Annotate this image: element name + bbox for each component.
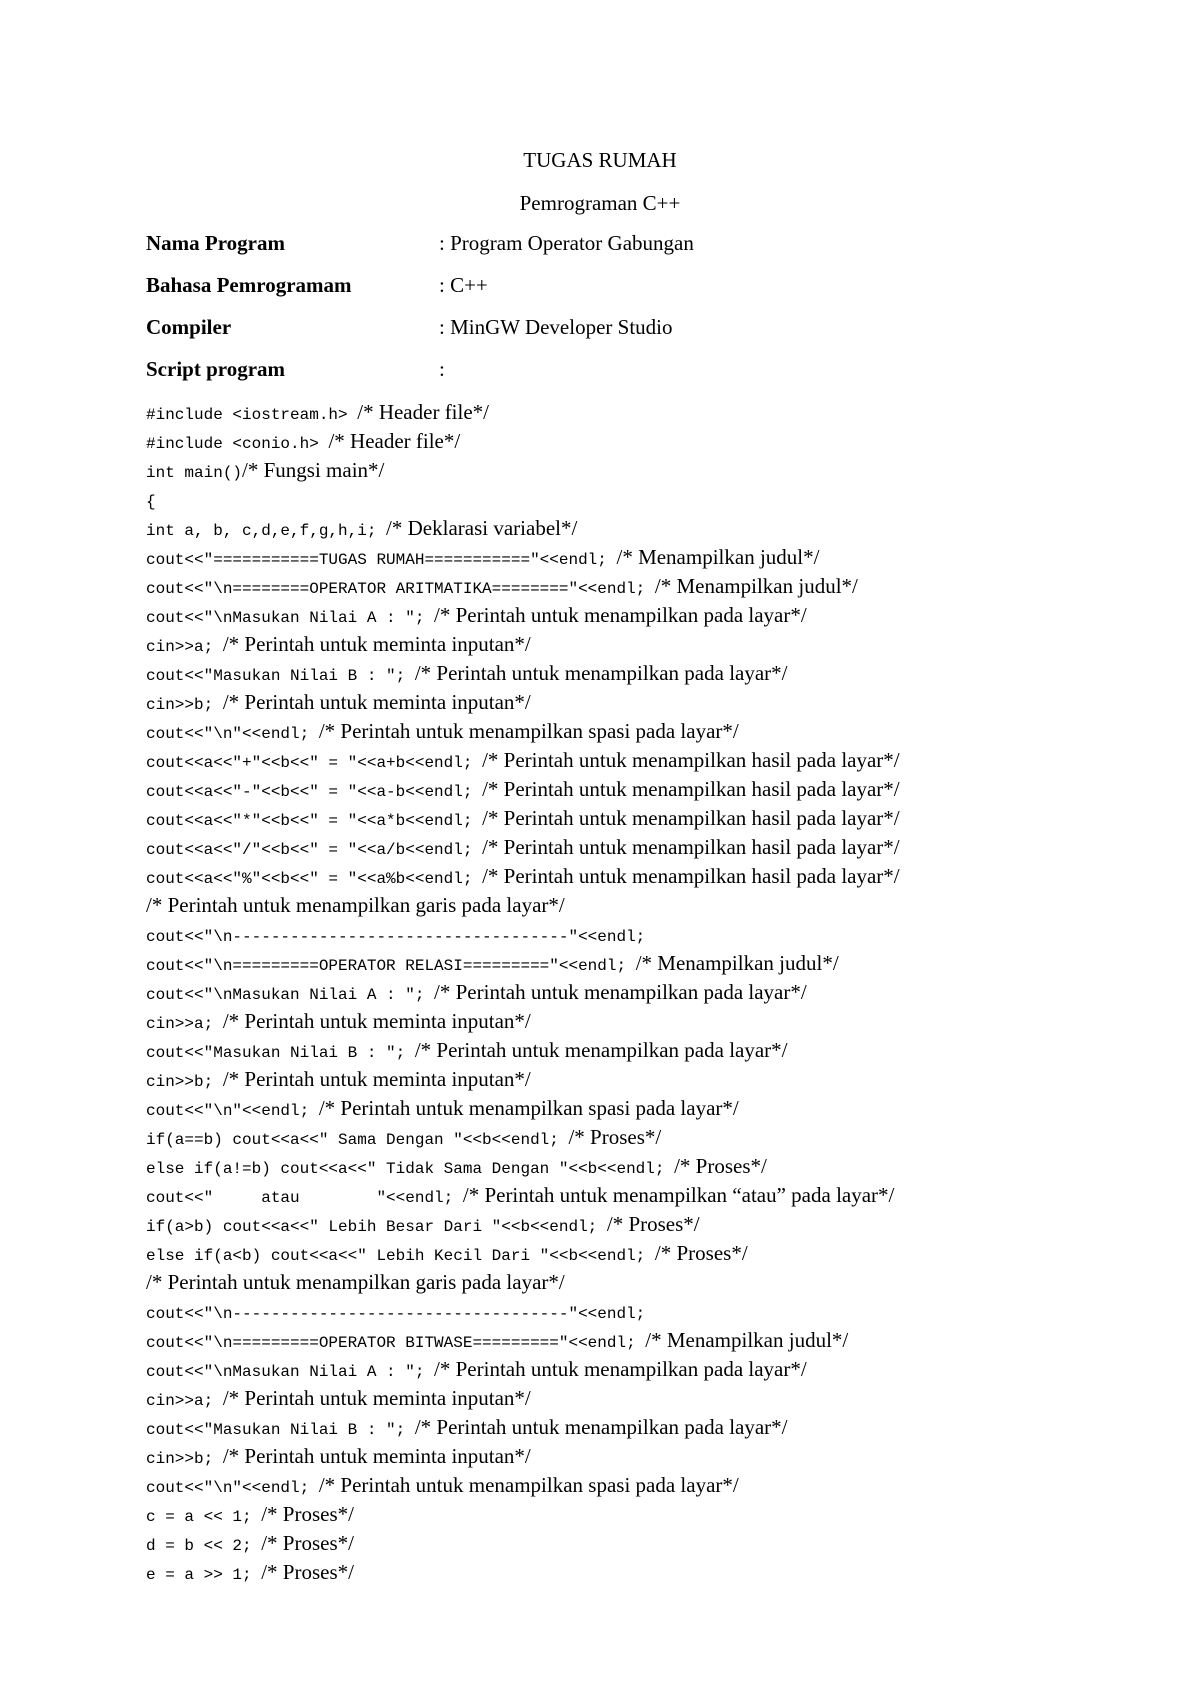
code-text: cout<<"Masukan Nilai B : "; [146,667,415,685]
code-text: cin>>b; [146,1073,223,1091]
code-line [146,514,1146,543]
code-comment: /* Perintah untuk menampilkan spasi pada layar*/ [318,1473,739,1497]
code-comment: /* Proses*/ [261,1531,354,1555]
info-row-program-name [146,228,1096,270]
info-label: Bahasa Pemrogramam [146,273,352,297]
code-comment: /* Perintah untuk menampilkan garis pada layar*/ [146,893,565,917]
code-line [146,1152,1146,1181]
code-line [146,601,1146,630]
code-line [146,688,1146,717]
code-text: cin>>a; [146,1392,223,1410]
code-text: cout<<"\n=========OPERATOR BITWASE========="<<endl; [146,1334,646,1352]
code-comment: /* Perintah untuk menampilkan spasi pada layar*/ [318,719,739,743]
code-line [146,1384,1146,1413]
document-title: TUGAS RUMAH [523,148,677,172]
code-text: e = a >> 1; [146,1566,262,1584]
code-comment: /* Perintah untuk menampilkan hasil pada layar*/ [482,777,900,801]
code-comment: /* Perintah untuk menampilkan pada layar*/ [414,661,788,685]
code-text: cout<<a<<"/"<<b<<" = "<<a/b<<endl; [146,841,483,859]
code-comment: /* Deklarasi variabel*/ [386,516,578,540]
info-row-compiler [146,312,1096,354]
code-text: cout<<"\n=========OPERATOR RELASI========="<<endl; [146,957,636,975]
code-text: cout<<"Masukan Nilai B : "; [146,1044,415,1062]
info-value: : [439,357,445,381]
code-text: cout<<a<<"-"<<b<<" = "<<a-b<<endl; [146,783,483,801]
code-comment: /* Perintah untuk menampilkan spasi pada layar*/ [318,1096,739,1120]
code-comment: /* Perintah untuk menampilkan pada layar*/ [434,980,807,1004]
code-text: cout<<a<<"%"<<b<<" = "<<a%b<<endl; [146,870,483,888]
code-comment: /* Proses*/ [568,1125,662,1149]
code-line [146,891,1146,920]
code-text: d = b << 2; [146,1537,262,1555]
code-comment: /* Perintah untuk menampilkan hasil pada layar*/ [482,806,900,830]
code-line [146,1471,1146,1500]
info-value: : MinGW Developer Studio [439,315,673,339]
code-line [146,1268,1146,1297]
code-line [146,543,1146,572]
code-line [146,920,1146,949]
code-text: cout<<" atau "<<endl; [146,1189,463,1207]
code-comment: /* Perintah untuk meminta inputan*/ [222,690,531,714]
code-text: c = a << 1; [146,1508,262,1526]
code-line [146,1442,1146,1471]
document-subtitle: Pemrograman C++ [519,191,681,215]
code-text: cout<<"\n-----------------------------------"<<endl; [146,1305,646,1323]
code-comment: /* Perintah untuk menampilkan garis pada layar*/ [146,1270,565,1294]
code-line [146,1181,1146,1210]
code-text: cout<<"===========TUGAS RUMAH==========="<<endl; [146,551,617,569]
code-line [146,1500,1146,1529]
info-label: Script program [146,357,286,381]
code-comment: /* Perintah untuk menampilkan hasil pada layar*/ [482,835,900,859]
code-comment: /* Perintah untuk meminta inputan*/ [222,1386,531,1410]
code-comment: /* Proses*/ [654,1241,748,1265]
code-text: else if(a!=b) cout<<a<<" Tidak Sama Dengan "<<b<<endl; [146,1160,675,1178]
code-line [146,1094,1146,1123]
code-comment: /* Menampilkan judul*/ [645,1328,849,1352]
code-text: else if(a<b) cout<<a<<" Lebih Kecil Dari "<<b<<endl; [146,1247,655,1265]
code-comment: /* Menampilkan judul*/ [635,951,839,975]
code-line [146,1413,1146,1442]
code-line [146,746,1146,775]
info-value: : Program Operator Gabungan [439,231,694,255]
code-comment: /* Perintah untuk menampilkan hasil pada layar*/ [482,748,900,772]
info-value: : C++ [439,273,488,297]
code-line [146,804,1146,833]
code-comment: /* Header file*/ [357,400,490,424]
code-text: cout<<a<<"*"<<b<<" = "<<a*b<<endl; [146,812,483,830]
code-comment: /* Perintah untuk menampilkan pada layar*/ [414,1415,788,1439]
code-comment: /* Perintah untuk menampilkan pada layar*/ [414,1038,788,1062]
code-line [146,833,1146,862]
code-comment: /* Proses*/ [261,1560,354,1584]
code-line [146,949,1146,978]
code-comment: /* Perintah untuk meminta inputan*/ [222,1444,531,1468]
code-line [146,427,1146,456]
code-text: #include <conio.h> [146,435,329,453]
code-text: cout<<"\n"<<endl; [146,725,319,743]
code-line [146,717,1146,746]
code-line [146,978,1146,1007]
code-line [146,1355,1146,1384]
code-text: if(a>b) cout<<a<<" Lebih Besar Dari "<<b<<endl; [146,1218,607,1236]
code-line [146,1326,1146,1355]
code-line [146,398,1146,427]
code-text: cin>>a; [146,1015,223,1033]
code-comment: /* Perintah untuk menampilkan “atau” pada layar*/ [462,1183,895,1207]
code-comment: /* Proses*/ [261,1502,354,1526]
code-text: if(a==b) cout<<a<<" Sama Dengan "<<b<<endl; [146,1131,569,1149]
code-text: { [146,493,156,511]
code-line [146,1558,1146,1587]
code-text: cout<<a<<"+"<<b<<" = "<<a+b<<endl; [146,754,483,772]
code-line [146,572,1146,601]
code-line [146,485,1146,514]
info-label: Compiler [146,315,232,339]
code-line [146,1239,1146,1268]
code-text: cin>>b; [146,696,223,714]
code-text: cout<<"\n"<<endl; [146,1102,319,1120]
code-text: cin>>b; [146,1450,223,1468]
code-comment: /* Perintah untuk meminta inputan*/ [222,1067,531,1091]
code-comment: /* Perintah untuk menampilkan pada layar*/ [434,1357,807,1381]
code-line [146,1123,1146,1152]
code-comment: /* Fungsi main*/ [242,458,385,482]
code-text: cout<<"\nMasukan Nilai A : "; [146,609,435,627]
code-text: int a, b, c,d,e,f,g,h,i; [146,522,387,540]
code-comment: /* Proses*/ [606,1212,700,1236]
code-line [146,775,1146,804]
info-row-language [146,270,1096,312]
code-text: cout<<"\n"<<endl; [146,1479,319,1497]
code-line [146,659,1146,688]
code-text: cout<<"\nMasukan Nilai A : "; [146,1363,435,1381]
program-info [146,228,1096,396]
code-text: #include <iostream.h> [146,406,358,424]
code-line [146,862,1146,891]
code-line [146,1007,1146,1036]
code-listing [146,398,1146,1587]
code-text: cout<<"\n========OPERATOR ARITMATIKA========"<<endl; [146,580,655,598]
info-label: Nama Program [146,231,285,255]
code-line [146,1036,1146,1065]
code-comment: /* Header file*/ [328,429,461,453]
code-line [146,630,1146,659]
code-comment: /* Perintah untuk menampilkan hasil pada layar*/ [482,864,900,888]
code-text: cin>>a; [146,638,223,656]
code-text: int main() [146,464,243,482]
code-line [146,1529,1146,1558]
code-text: cout<<"\nMasukan Nilai A : "; [146,986,435,1004]
code-comment: /* Perintah untuk meminta inputan*/ [222,1009,531,1033]
code-text: cout<<"Masukan Nilai B : "; [146,1421,415,1439]
code-comment: /* Perintah untuk menampilkan pada layar*/ [434,603,807,627]
code-comment: /* Menampilkan judul*/ [654,574,858,598]
code-comment: /* Menampilkan judul*/ [616,545,820,569]
code-comment: /* Perintah untuk meminta inputan*/ [222,632,531,656]
code-line [146,1210,1146,1239]
code-text: cout<<"\n-----------------------------------"<<endl; [146,928,646,946]
code-line [146,1297,1146,1326]
code-line [146,1065,1146,1094]
info-row-script [146,354,1096,396]
code-line [146,456,1146,485]
code-comment: /* Proses*/ [674,1154,767,1178]
